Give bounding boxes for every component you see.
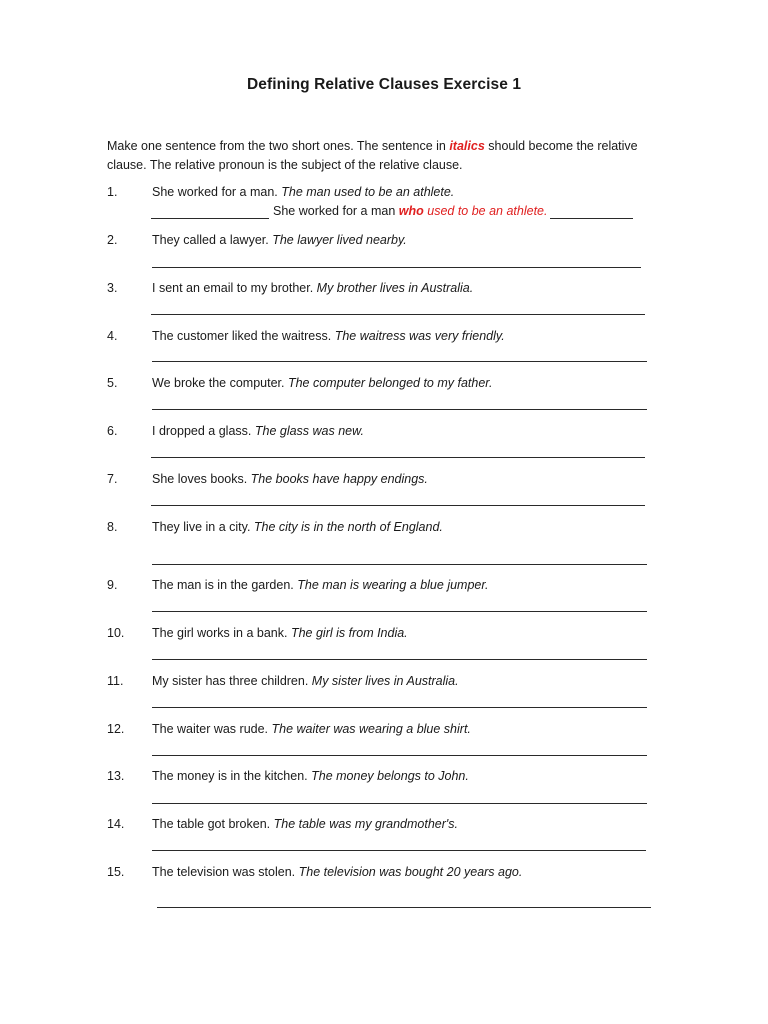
main-clause: The television was stolen. xyxy=(152,865,299,879)
main-clause: The customer liked the waitress. xyxy=(152,329,335,343)
item-number: 9. xyxy=(107,578,118,592)
item-sentence xyxy=(152,424,364,438)
item-sentence xyxy=(152,520,443,534)
example-pronoun: who xyxy=(398,204,424,218)
main-clause: We broke the computer. xyxy=(152,376,288,390)
relative-clause: The money belongs to John. xyxy=(311,769,469,783)
item-number: 4. xyxy=(107,329,118,343)
answer-field[interactable] xyxy=(152,409,647,410)
relative-clause: The man is wearing a blue jumper. xyxy=(297,578,489,592)
item-number: 7. xyxy=(107,472,118,486)
example-answer xyxy=(273,204,547,218)
relative-clause: The city is in the north of England. xyxy=(253,520,443,534)
relative-clause: The man used to be an athlete. xyxy=(281,185,455,199)
relative-clause: My brother lives in Australia. xyxy=(316,281,474,295)
item-number: 14. xyxy=(107,817,125,831)
main-clause: The girl works in a bank. xyxy=(152,626,291,640)
item-sentence xyxy=(152,329,505,343)
item-sentence xyxy=(152,472,428,486)
answer-field[interactable] xyxy=(151,314,645,315)
main-clause: The table got broken. xyxy=(152,817,274,831)
item-number: 13. xyxy=(107,769,125,783)
item-sentence xyxy=(152,185,454,199)
relative-clause: The waiter was wearing a blue shirt. xyxy=(271,722,471,736)
answer-field[interactable] xyxy=(152,361,647,362)
item-number: 1. xyxy=(107,185,118,199)
page-title: Defining Relative Clauses Exercise 1 xyxy=(246,76,522,93)
answer-field[interactable] xyxy=(151,505,645,506)
answer-field[interactable] xyxy=(152,564,647,565)
answer-field[interactable] xyxy=(152,659,647,660)
item-sentence xyxy=(152,674,459,688)
item-number: 5. xyxy=(107,376,118,390)
relative-clause: The television was bought 20 years ago. xyxy=(298,865,523,879)
item-sentence xyxy=(152,281,473,295)
relative-clause: The glass was new. xyxy=(254,424,364,438)
relative-clause: The computer belonged to my father. xyxy=(287,376,493,390)
relative-clause: The books have happy endings. xyxy=(250,472,428,486)
item-number: 11. xyxy=(107,674,124,688)
instructions-highlight: italics xyxy=(449,139,485,153)
instructions xyxy=(107,137,667,174)
item-number: 8. xyxy=(107,520,118,534)
answer-line-left xyxy=(151,218,269,219)
example-rest: used to be an athlete. xyxy=(423,204,548,218)
main-clause: I sent an email to my brother. xyxy=(152,281,317,295)
relative-clause: My sister lives in Australia. xyxy=(311,674,459,688)
item-number: 6. xyxy=(107,424,118,438)
answer-field[interactable] xyxy=(152,707,647,708)
item-number: 15. xyxy=(107,865,125,879)
relative-clause: The waitress was very friendly. xyxy=(334,329,505,343)
answer-field[interactable] xyxy=(151,457,645,458)
main-clause: My sister has three children. xyxy=(152,674,312,688)
answer-field[interactable] xyxy=(152,850,646,851)
main-clause: She loves books. xyxy=(152,472,251,486)
main-clause: They live in a city. xyxy=(152,520,254,534)
answer-field[interactable] xyxy=(157,907,651,908)
item-number: 12. xyxy=(107,722,125,736)
instructions-text-before: Make one sentence from the two short ones. The sentence in xyxy=(107,139,450,153)
answer-field[interactable] xyxy=(152,611,647,612)
relative-clause: The girl is from India. xyxy=(290,626,408,640)
answer-field[interactable] xyxy=(152,755,647,756)
item-number: 2. xyxy=(107,233,118,247)
relative-clause: The lawyer lived nearby. xyxy=(272,233,407,247)
example-main: She worked for a man xyxy=(273,204,399,218)
relative-clause: The table was my grandmother's. xyxy=(273,817,459,831)
answer-field[interactable] xyxy=(152,803,647,804)
item-sentence xyxy=(152,769,469,783)
answer-field[interactable] xyxy=(152,267,641,268)
main-clause: The money is in the kitchen. xyxy=(152,769,312,783)
item-sentence xyxy=(152,578,489,592)
item-sentence xyxy=(152,626,408,640)
main-clause: They called a lawyer. xyxy=(152,233,273,247)
main-clause: The waiter was rude. xyxy=(152,722,272,736)
answer-line-right xyxy=(550,218,633,219)
item-sentence xyxy=(152,817,458,831)
item-number: 3. xyxy=(107,281,118,295)
main-clause: The man is in the garden. xyxy=(152,578,298,592)
item-sentence xyxy=(152,233,407,247)
instructions-text-after: should become the relative clause. The relative pronoun is the subject of the relative clause. xyxy=(107,139,638,172)
item-sentence xyxy=(152,376,492,390)
main-clause: I dropped a glass. xyxy=(152,424,255,438)
item-sentence xyxy=(152,722,471,736)
item-number: 10. xyxy=(107,626,125,640)
item-sentence xyxy=(152,865,522,879)
main-clause: She worked for a man. xyxy=(152,185,282,199)
